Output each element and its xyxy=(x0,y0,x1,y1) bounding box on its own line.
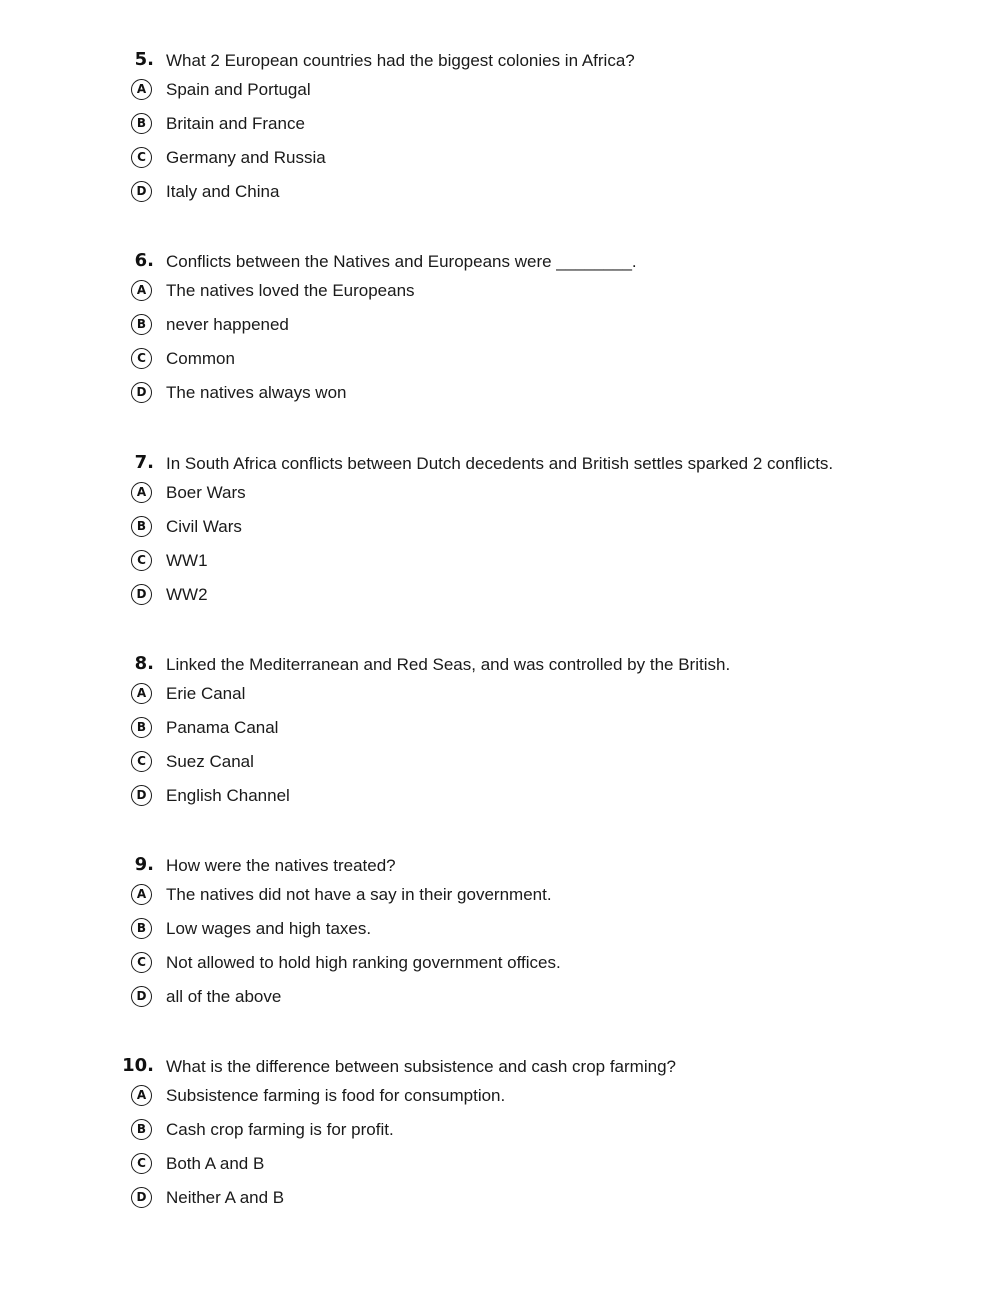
option-b-bubble[interactable]: B xyxy=(131,516,152,537)
option-label: Germany and Russia xyxy=(166,148,326,167)
question-text: What 2 European countries had the biggest colonies in Africa? xyxy=(166,51,635,70)
option-label: The natives loved the Europeans xyxy=(166,281,415,300)
option-d[interactable] xyxy=(130,382,930,408)
option-label: Boer Wars xyxy=(166,483,246,502)
question-header xyxy=(0,853,1000,883)
option-d-bubble[interactable]: D xyxy=(131,181,152,202)
question-header xyxy=(0,652,1000,682)
option-a-bubble[interactable]: A xyxy=(131,884,152,905)
option-label: The natives did not have a say in their government. xyxy=(166,885,552,904)
option-d-bubble[interactable]: D xyxy=(131,584,152,605)
option-c-bubble[interactable]: C xyxy=(131,751,152,772)
option-label: Spain and Portugal xyxy=(166,80,311,99)
question-number: 6. xyxy=(134,250,154,271)
option-b-bubble[interactable]: B xyxy=(131,918,152,939)
option-a[interactable] xyxy=(130,280,930,306)
option-label: Civil Wars xyxy=(166,517,242,536)
option-b-bubble[interactable]: B xyxy=(131,1119,152,1140)
option-a[interactable] xyxy=(130,482,930,508)
option-b-bubble[interactable]: B xyxy=(131,113,152,134)
option-label: Common xyxy=(166,349,235,368)
option-a[interactable] xyxy=(130,1085,930,1111)
option-d-bubble[interactable]: D xyxy=(131,986,152,1007)
option-a-bubble[interactable]: A xyxy=(131,280,152,301)
option-label: Britain and France xyxy=(166,114,305,133)
question-header xyxy=(0,451,1000,481)
question-text: What is the difference between subsistence and cash crop farming? xyxy=(166,1057,676,1076)
option-label: Italy and China xyxy=(166,182,280,201)
option-label: Erie Canal xyxy=(166,684,246,703)
option-b[interactable] xyxy=(130,516,930,542)
option-c[interactable] xyxy=(130,348,930,374)
question-number: 10. xyxy=(122,1055,154,1076)
question-text: In South Africa conflicts between Dutch decedents and British settles sparked 2 conflicts. xyxy=(166,454,834,473)
question-header xyxy=(0,48,1000,78)
option-d-bubble[interactable]: D xyxy=(131,785,152,806)
option-a-bubble[interactable]: A xyxy=(131,79,152,100)
option-a-bubble[interactable]: A xyxy=(131,482,152,503)
option-c[interactable] xyxy=(130,751,930,777)
option-c[interactable] xyxy=(130,952,930,978)
option-a[interactable] xyxy=(130,884,930,910)
option-a[interactable] xyxy=(130,683,930,709)
option-d[interactable] xyxy=(130,986,930,1012)
option-d-bubble[interactable]: D xyxy=(131,1187,152,1208)
option-b-bubble[interactable]: B xyxy=(131,717,152,738)
question-number: 9. xyxy=(134,854,154,875)
option-label: never happened xyxy=(166,315,289,334)
option-label: Subsistence farming is food for consumption. xyxy=(166,1086,506,1105)
option-label: Both A and B xyxy=(166,1154,265,1173)
option-label: Cash crop farming is for profit. xyxy=(166,1120,394,1139)
option-label: English Channel xyxy=(166,786,290,805)
question-header xyxy=(0,249,1000,279)
question-header xyxy=(0,1054,1000,1084)
option-c-bubble[interactable]: C xyxy=(131,1153,152,1174)
option-b[interactable] xyxy=(130,314,930,340)
option-label: Not allowed to hold high ranking government offices. xyxy=(166,953,561,972)
question-number: 5. xyxy=(134,49,154,70)
option-b-bubble[interactable]: B xyxy=(131,314,152,335)
option-label: The natives always won xyxy=(166,383,347,402)
option-c[interactable] xyxy=(130,147,930,173)
question-text: How were the natives treated? xyxy=(166,856,396,875)
option-c[interactable] xyxy=(130,550,930,576)
option-d[interactable] xyxy=(130,1187,930,1213)
question-text: Conflicts between the Natives and Europeans were ________. xyxy=(166,252,637,271)
option-label: Panama Canal xyxy=(166,718,279,737)
option-c-bubble[interactable]: C xyxy=(131,550,152,571)
option-label: Suez Canal xyxy=(166,752,254,771)
option-a[interactable] xyxy=(130,79,930,105)
option-c-bubble[interactable]: C xyxy=(131,348,152,369)
option-label: WW2 xyxy=(166,585,208,604)
question-number: 8. xyxy=(134,653,154,674)
option-label: all of the above xyxy=(166,987,282,1006)
option-d[interactable] xyxy=(130,181,930,207)
option-d[interactable] xyxy=(130,584,930,610)
option-a-bubble[interactable]: A xyxy=(131,1085,152,1106)
option-label: WW1 xyxy=(166,551,208,570)
option-b[interactable] xyxy=(130,1119,930,1145)
question-number: 7. xyxy=(134,452,154,473)
option-d-bubble[interactable]: D xyxy=(131,382,152,403)
option-label: Neither A and B xyxy=(166,1188,285,1207)
option-c[interactable] xyxy=(130,1153,930,1179)
option-a-bubble[interactable]: A xyxy=(131,683,152,704)
question-text: Linked the Mediterranean and Red Seas, and was controlled by the British. xyxy=(166,655,731,674)
option-c-bubble[interactable]: C xyxy=(131,952,152,973)
option-b[interactable] xyxy=(130,717,930,743)
option-d[interactable] xyxy=(130,785,930,811)
option-b[interactable] xyxy=(130,113,930,139)
option-c-bubble[interactable]: C xyxy=(131,147,152,168)
option-label: Low wages and high taxes. xyxy=(166,919,372,938)
option-b[interactable] xyxy=(130,918,930,944)
